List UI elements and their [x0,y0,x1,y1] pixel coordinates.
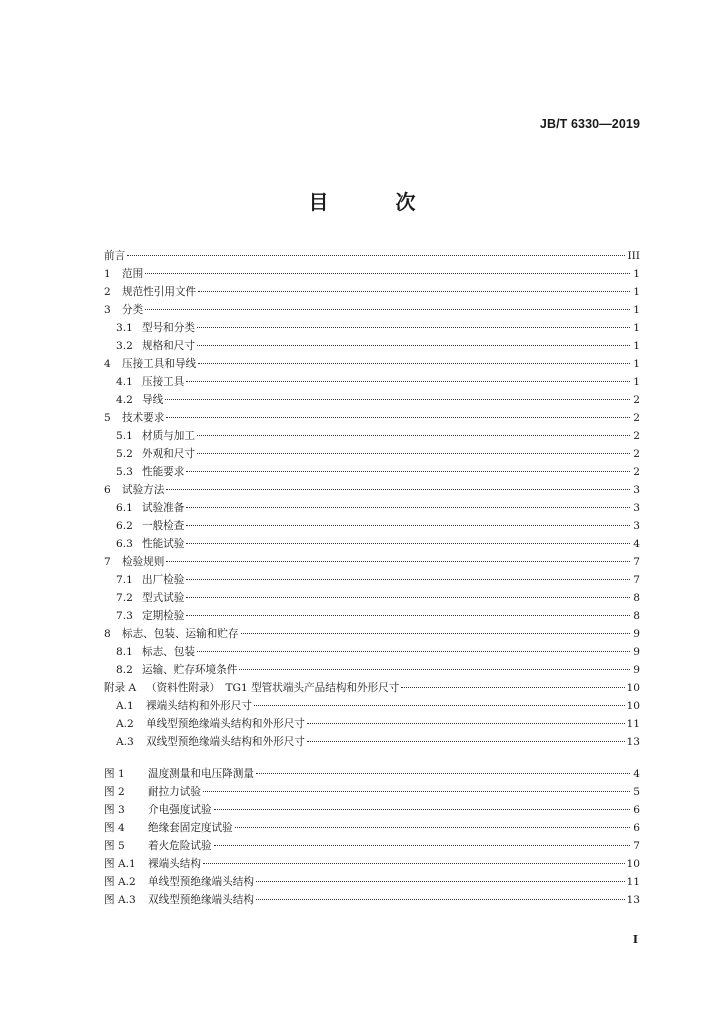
toc-entry[interactable] [104,391,640,409]
entry-title: 一般检查 [142,520,185,532]
entry-title: 范围 [122,268,144,280]
entry-title: 绝缘套固定度试验 [148,822,233,834]
entry-title: 着火危险试验 [148,840,212,852]
entry-number: 4.1 [116,376,133,388]
entry-title: 技术要求 [122,412,165,424]
toc-entry[interactable] [104,571,640,589]
entry-number: 5.2 [116,448,133,460]
entry-number: A.1 [116,700,134,712]
entry-page: 7 [633,840,640,852]
table-of-contents [104,247,640,751]
entry-number: 8.2 [116,664,133,676]
entry-number: 图 2 [104,786,125,798]
dot-leader [166,417,630,418]
entry-number: 8.1 [116,646,133,658]
entry-title: 型式试验 [142,592,185,604]
toc-entry[interactable] [104,517,640,535]
entry-page: 2 [633,412,640,424]
entry-page: 1 [633,340,640,352]
entry-title: 裸端头结构 [148,858,201,870]
entry-page: 6 [633,822,640,834]
toc-entry[interactable] [104,589,640,607]
toc-entry[interactable] [104,535,640,553]
entry-title: 标志、包装 [142,646,195,658]
dot-leader [127,255,625,256]
entry-title: 运输、贮存环境条件 [142,664,238,676]
dot-leader [197,327,630,328]
entry-page: III [627,250,640,262]
toc-entry[interactable] [104,643,640,661]
entry-page: 1 [633,358,640,370]
toc-entry[interactable] [104,679,640,697]
entry-title: 双线型预绝缘端头结构和外形尺寸 [146,736,305,748]
toc-entry[interactable] [104,463,640,481]
entry-number: 图 A.2 [104,876,136,888]
dot-leader [203,791,630,792]
dot-leader [256,773,630,774]
entry-title: 裸端头结构和外形尺寸 [146,700,252,712]
entry-title: （资料性附录） TG1 型管状端头产品结构和外形尺寸 [146,682,400,694]
entry-number: A.3 [116,736,134,748]
dot-leader [197,651,630,652]
entry-number: 图 A.1 [104,858,136,870]
dot-leader [186,381,630,382]
dot-leader [198,363,630,364]
entry-title: 检验规则 [122,556,165,568]
figure-entry[interactable] [104,783,640,801]
entry-title: 定期检验 [142,610,185,622]
toc-entry[interactable] [104,715,640,733]
entry-number: 3.2 [116,340,133,352]
entry-title: 外观和尺寸 [142,448,195,460]
figure-entry[interactable] [104,765,640,783]
toc-entry[interactable] [104,481,640,499]
toc-entry[interactable] [104,661,640,679]
entry-title: 双线型预绝缘端头结构 [148,894,254,906]
toc-entry[interactable] [104,697,640,715]
entry-page: 11 [626,876,640,888]
entry-title: 压接工具和导线 [122,358,197,370]
entry-number: 图 4 [104,822,125,834]
dot-leader [186,615,630,616]
figure-entry[interactable] [104,891,640,909]
entry-page: 1 [633,304,640,316]
entry-number: 图 5 [104,840,125,852]
entry-number: 6.3 [116,538,133,550]
dot-leader [165,399,630,400]
entry-number: 6.1 [116,502,133,514]
entry-title: 标志、包装、运输和贮存 [122,628,239,640]
entry-page: 2 [633,430,640,442]
figure-entry[interactable] [104,801,640,819]
entry-page: 8 [633,592,640,604]
entry-title: 单线型预绝缘端头结构和外形尺寸 [146,718,305,730]
toc-entry[interactable] [104,499,640,517]
dot-leader [307,723,625,724]
dot-leader [203,863,625,864]
entry-number: 5.1 [116,430,133,442]
entry-page: 3 [633,520,640,532]
entry-title: 规范性引用文件 [122,286,197,298]
entry-page: 9 [633,664,640,676]
entry-title: 性能试验 [142,538,185,550]
entry-number: 7.2 [116,592,133,604]
entry-number: 图 A.3 [104,894,136,906]
page-title: 目 次 [308,190,446,214]
dot-leader [197,345,630,346]
entry-title: 规格和尺寸 [142,340,195,352]
entry-page: 10 [626,700,640,712]
toc-entry[interactable] [104,355,640,373]
entry-number: 8 [104,628,111,640]
figure-entry[interactable] [104,873,640,891]
entry-number: 5.3 [116,466,133,478]
entry-page: 13 [626,736,640,748]
entry-page: 7 [633,556,640,568]
entry-page: 9 [633,646,640,658]
dot-leader [186,471,630,472]
entry-title: 出厂检验 [142,574,185,586]
toc-entry[interactable] [104,427,640,445]
toc-entry[interactable] [104,337,640,355]
entry-title: 分类 [122,304,144,316]
entry-number: 3 [104,304,111,316]
dot-leader [166,561,630,562]
list-of-figures [104,765,640,909]
entry-title: 耐拉力试验 [148,786,201,798]
entry-title: 介电强度试验 [148,804,212,816]
toc-entry[interactable] [104,301,640,319]
dot-leader [186,525,630,526]
dot-leader [256,881,625,882]
dot-leader [197,453,630,454]
entry-page: 1 [633,322,640,334]
entry-page: 10 [626,858,640,870]
entry-page: 2 [633,448,640,460]
toc-entry[interactable] [104,265,640,283]
entry-page: 4 [633,538,640,550]
dot-leader [214,809,630,810]
toc-entry[interactable] [104,283,640,301]
entry-title: 试验准备 [142,502,185,514]
dot-leader [214,845,630,846]
toc-entry[interactable] [104,625,640,643]
toc-entry[interactable] [104,319,640,337]
entry-page: 1 [633,376,640,388]
dot-leader [186,579,630,580]
entry-number: 7 [104,556,111,568]
dot-leader [239,669,630,670]
figure-entry[interactable] [104,837,640,855]
toc-entry[interactable] [104,553,640,571]
entry-number: 1 [104,268,111,280]
entry-title: 单线型预绝缘端头结构 [148,876,254,888]
toc-entry[interactable] [104,409,640,427]
entry-page: 2 [633,394,640,406]
dot-leader [235,827,630,828]
dot-leader [186,597,630,598]
entry-page: 3 [633,484,640,496]
toc-entry[interactable] [104,445,640,463]
entry-page: 6 [633,804,640,816]
figure-entry[interactable] [104,855,640,873]
entry-page: 11 [626,718,640,730]
dot-leader [241,633,630,634]
figure-entry[interactable] [104,819,640,837]
entry-number: 3.1 [116,322,133,334]
entry-page: 10 [626,682,640,694]
toc-entry[interactable] [104,733,640,751]
entry-number: A.2 [116,718,134,730]
entry-title: 导线 [142,394,164,406]
entry-page: 4 [633,768,640,780]
entry-number: 4.2 [116,394,133,406]
entry-page: 5 [633,786,640,798]
dot-leader [186,507,630,508]
page-number: I [632,933,638,946]
entry-number: 6.2 [116,520,133,532]
entry-page: 2 [633,466,640,478]
entry-page: 8 [633,610,640,622]
entry-page: 3 [633,502,640,514]
dot-leader [145,309,630,310]
entry-page: 9 [633,628,640,640]
standard-code: JB/T 6330—2019 [539,117,640,131]
toc-entry[interactable] [104,607,640,625]
entry-number: 附录 A [104,682,137,694]
dot-leader [145,273,630,274]
entry-page: 1 [633,286,640,298]
entry-page: 13 [626,894,640,906]
entry-number: 2 [104,286,111,298]
entry-title: 压接工具 [142,376,185,388]
dot-leader [307,741,625,742]
entry-number: 图 3 [104,804,125,816]
entry-title: 温度测量和电压降测量 [148,768,254,780]
entry-number: 7.3 [116,610,133,622]
entry-number: 7.1 [116,574,133,586]
dot-leader [166,489,630,490]
entry-title: 性能要求 [142,466,185,478]
dot-leader [186,543,630,544]
toc-entry[interactable] [104,247,640,265]
dot-leader [198,291,630,292]
entry-title: 前言 [104,250,126,262]
entry-number: 4 [104,358,111,370]
entry-number: 图 1 [104,768,125,780]
dot-leader [254,705,625,706]
entry-number: 5 [104,412,111,424]
dot-leader [256,899,625,900]
entry-page: 7 [633,574,640,586]
entry-title: 材质与加工 [142,430,195,442]
entry-title: 试验方法 [122,484,165,496]
entry-number: 6 [104,484,111,496]
toc-entry[interactable] [104,373,640,391]
dot-leader [197,435,630,436]
entry-page: 1 [633,268,640,280]
dot-leader [401,687,624,688]
entry-title: 型号和分类 [142,322,195,334]
